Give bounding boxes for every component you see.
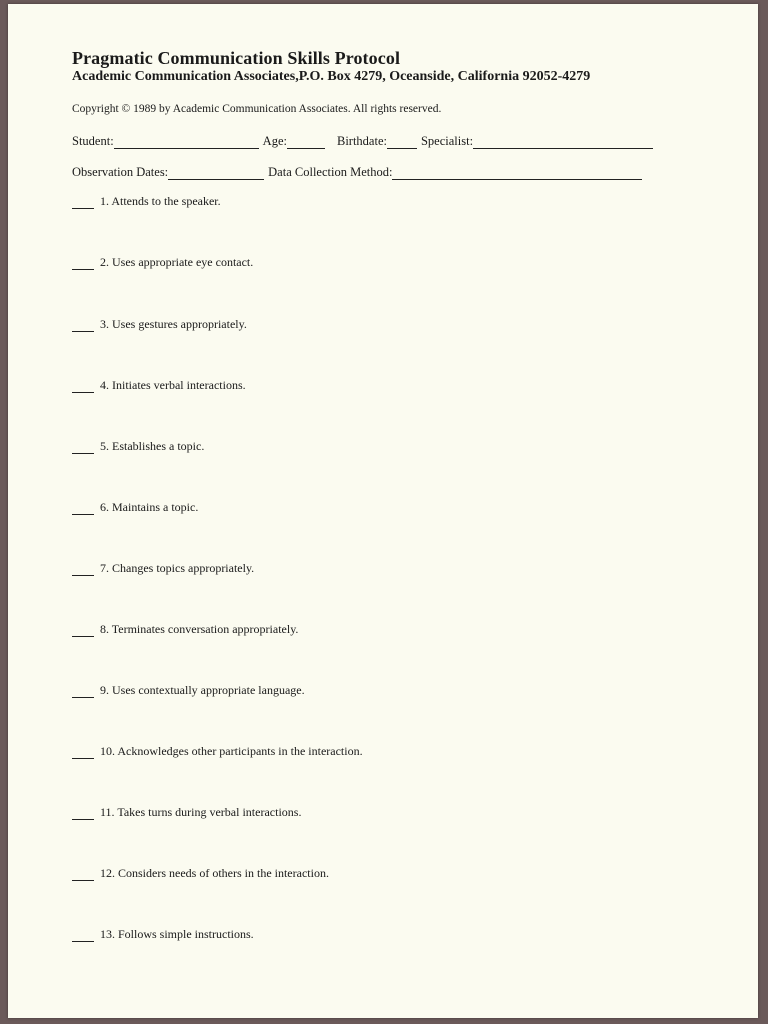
item-label: 13. Follows simple instructions. [100, 927, 254, 941]
rating-blank[interactable] [72, 198, 94, 209]
rating-blank[interactable] [72, 870, 94, 881]
rating-blank[interactable] [72, 382, 94, 393]
age-field[interactable] [287, 136, 325, 149]
publisher-address: P.O. Box 4279, Oceanside, California 92052-4279 [298, 69, 591, 84]
item-label: 4. Initiates verbal interactions. [100, 378, 246, 392]
item-label: 6. Maintains a topic. [100, 500, 199, 514]
rating-blank[interactable] [72, 931, 94, 942]
rating-blank[interactable] [72, 504, 94, 515]
rating-blank[interactable] [72, 809, 94, 820]
copyright-notice: Copyright © 1989 by Academic Communication Associates. All rights reserved. [72, 103, 442, 115]
list-item [72, 866, 329, 881]
show-through-text [528, 114, 708, 920]
rating-blank[interactable] [72, 321, 94, 332]
item-label: 10. Acknowledges other participants in the interaction. [100, 744, 363, 758]
publisher-name: Academic Communication Associates, [72, 69, 299, 84]
list-item [72, 561, 254, 576]
list-item [72, 683, 305, 698]
observation-dates-label: Observation Dates: [72, 165, 169, 179]
list-item [72, 622, 298, 637]
student-field[interactable] [114, 136, 259, 149]
list-item [72, 500, 198, 515]
rating-blank[interactable] [72, 748, 94, 759]
student-label: Student: [72, 134, 114, 148]
item-label: 8. Terminates conversation appropriately. [100, 622, 299, 636]
birthdate-label: Birthdate: [336, 134, 387, 148]
item-label: 3. Uses gestures appropriately. [100, 317, 247, 331]
list-item [72, 439, 204, 454]
specialist-label: Specialist: [420, 134, 474, 148]
student-info-row [72, 134, 657, 149]
form-page [8, 4, 758, 1018]
list-item [72, 805, 301, 820]
list-item [72, 378, 246, 393]
observation-dates-field[interactable] [168, 167, 264, 180]
item-label: 7. Changes topics appropriately. [100, 561, 255, 575]
item-label: 1. Attends to the speaker. [100, 194, 221, 208]
rating-blank[interactable] [72, 565, 94, 576]
list-item [72, 194, 221, 209]
list-item [72, 927, 254, 942]
rating-blank[interactable] [72, 259, 94, 270]
item-label: 2. Uses appropriate eye contact. [100, 255, 254, 269]
item-label: 12. Considers needs of others in the interaction. [100, 866, 329, 880]
list-item [72, 255, 253, 270]
observation-info-row [72, 165, 646, 180]
item-label: 11. Takes turns during verbal interactions. [100, 805, 302, 819]
publisher-line [72, 69, 590, 85]
rating-blank[interactable] [72, 626, 94, 637]
item-label: 5. Establishes a topic. [100, 439, 205, 453]
list-item [72, 744, 363, 759]
data-collection-label: Data Collection Method: [268, 165, 393, 179]
list-item [72, 317, 247, 332]
specialist-field[interactable] [473, 136, 653, 149]
age-label: Age: [262, 134, 287, 148]
form-title: Pragmatic Communication Skills Protocol [72, 48, 401, 68]
data-collection-field[interactable] [392, 167, 642, 180]
birthdate-field[interactable] [387, 136, 417, 149]
item-label: 9. Uses contextually appropriate language. [100, 683, 305, 697]
rating-blank[interactable] [72, 443, 94, 454]
rating-blank[interactable] [72, 687, 94, 698]
